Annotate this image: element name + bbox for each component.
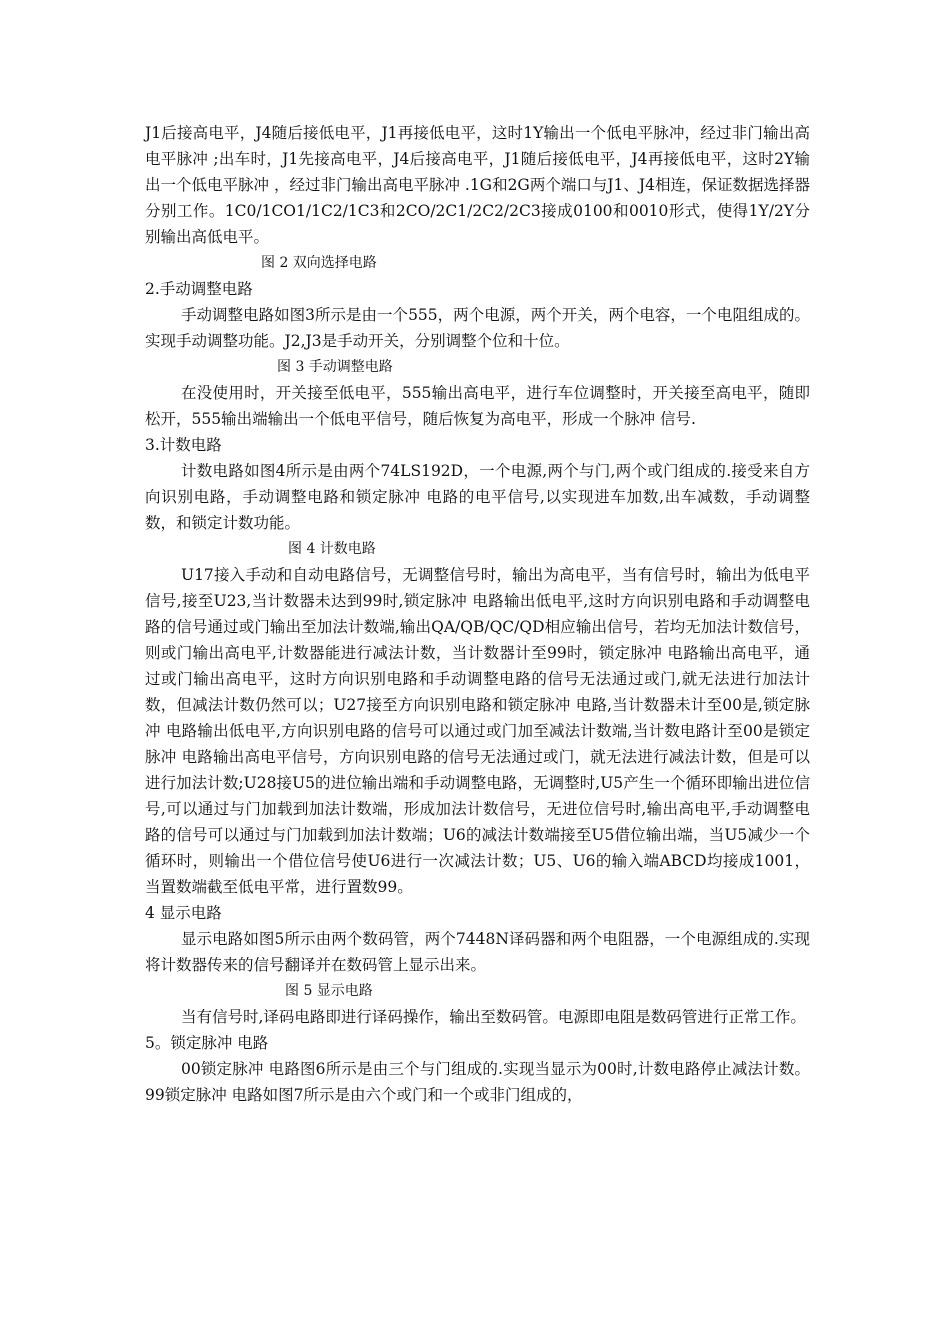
figure-2-caption: 图 2 双向选择电路 [261, 255, 377, 271]
section-2-heading: 2.手动调整电路 [145, 280, 253, 298]
section-2-paragraph-1: 手动调整电路如图3所示是由一个555，两个电源，两个开关，两个电容，一个电阻组成的。实现手动调整功能。J2,J3是手动开关，分别调整个位和十位。 [145, 306, 810, 350]
figure-4-caption: 图 4 计数电路 [288, 541, 376, 557]
section-3-heading: 3.计数电路 [145, 436, 222, 454]
intro-paragraph: J1后接高电平，J4随后接低电平，J1再接低电平，这时1Y输出一个低电平脉冲，经过非门输出高电平脉冲 ;出车时，J1先接高电平，J4后接高电平，J1随后接低电平，J4再接低电平，这时2Y输出一个低电平脉冲 ，经过非门输出高电平脉冲 .1G和2G两个端口与J1、J4相连，保证数据选择器分别工作。1C0/1CO1/1C2/1C3和2CO/2C1/2C2/2C3接成0100和0010形式，使得1Y/2Y分别输出高低电平。 [145, 124, 810, 246]
document-page [145, 120, 810, 1108]
section-4-paragraph-2: 当有信号时,译码电路即进行译码操作，输出至数码管。电源即电阻是数码管进行正常工作。 [181, 1008, 806, 1026]
section-4-paragraph-1: 显示电路如图5所示由两个数码管，两个7448N译码器和两个电阻器，一个电源组成的.实现将计数器传来的信号翻译并在数码管上显示出来。 [145, 930, 810, 974]
figure-5-caption: 图 5 显示电路 [285, 983, 373, 999]
section-3-paragraph-1: 计数电路如图4所示是由两个74LS192D，一个电源,两个与门,两个或门组成的.接受来自方向识别电路，手动调整电路和锁定脉冲 电路的电平信号,以实现进车加数,出车减数，手动调整数，和锁定计数功能。 [145, 462, 810, 532]
section-5-paragraph-1: 00锁定脉冲 电路图6所示是由三个与门组成的.实现当显示为00时,计数电路停止减法计数。99锁定脉冲 电路如图7所示是由六个或门和一个或非门组成的， [145, 1060, 810, 1104]
section-5-heading: 5。锁定脉冲 电路 [145, 1034, 269, 1052]
figure-3-caption: 图 3 手动调整电路 [277, 359, 393, 375]
section-3-paragraph-2: U17接入手动和自动电路信号，无调整信号时，输出为高电平，当有信号时，输出为低电平信号,接至U23,当计数器未达到99时,锁定脉冲 电路输出低电平,这时方向识别电路和手动调整电路的信号通过或门输出至加法计数端,输出QA/QB/QC/QD相应输出信号，若均无加法计数信号，则或门输出高电平,计数器能进行减法计数，当计数器计至99时，锁定脉冲 电路输出高电平，通过或门输出高电平，这时方向识别电路和手动调整电路的信号无法通过或门,就无法进行加法计数，但减法计数仍然可以；U27接至方向识别电路和锁定脉冲 电路,当计数器未计至00是,锁定脉冲 电路输出低电平,方向识别电路的信号可以通过或门加至减法计数端,当计数电路计至00是锁定脉冲 电路输出高电平信号，方向识别电路的信号无法通过或门，就无法进行减法计数，但是可以进行加法计数;U28接U5的进位输出端和手动调整电路，无调整时,U5产生一个循环即输出进位信号,可以通过与门加载到加法计数端，形成加法计数信号，无进位信号时,输出高电平,手动调整电路的信号可以通过与门加载到加法计数端；U6的减法计数端接至U5借位输出端，当U5减少一个循环时，则输出一个借位信号使U6进行一次减法计数；U5、U6的输入端ABCD均接成1001，当置数端截至低电平常，进行置数99。 [145, 566, 810, 896]
section-2-paragraph-2: 在没使用时，开关接至低电平，555输出高电平，进行车位调整时，开关接至高电平，随即松开，555输出端输出一个低电平信号，随后恢复为高电平，形成一个脉冲 信号. [145, 384, 810, 428]
section-4-heading: 4 显示电路 [145, 904, 222, 922]
